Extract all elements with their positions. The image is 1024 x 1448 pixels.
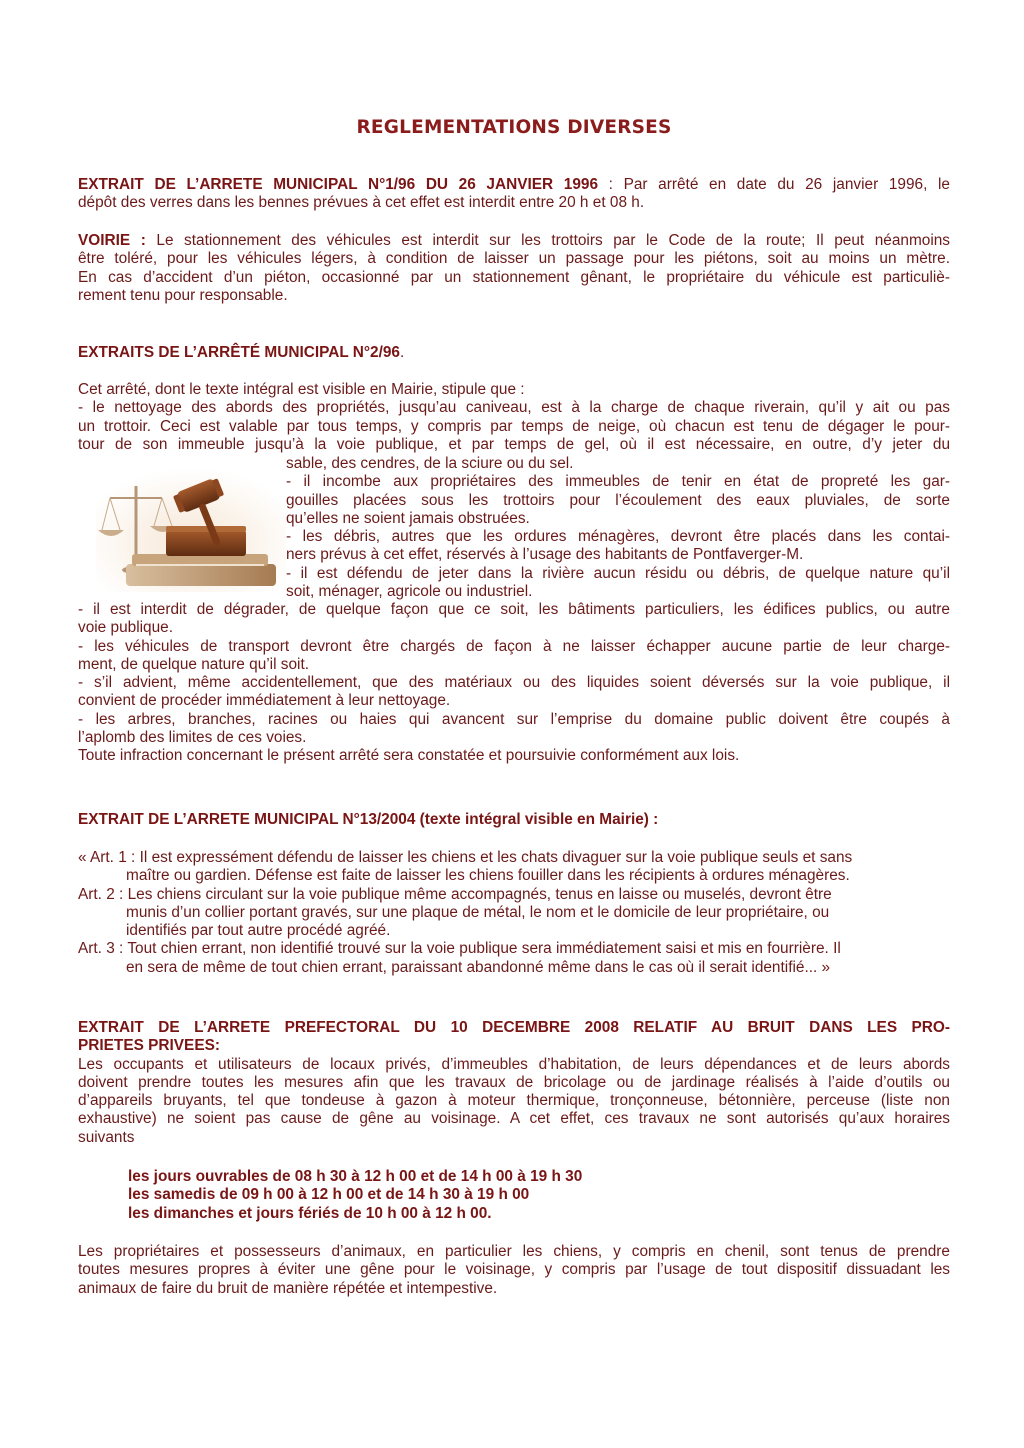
section-arrete-2-96: EXTRAITS DE L’ARRÊTÉ MUNICIPAL N°2/96.: [78, 344, 405, 361]
voirie-label: VOIRIE :: [78, 232, 146, 249]
section-arrete-prefectoral-2008: EXTRAIT DE L’ARRETE PREFECTORAL DU 10 DECEMBRE 2008 RELATIF AU BRUIT DANS LES PRO- PRIETES PRIVEES: Les occupants et utilisateurs de locaux privés, d’immeubles d’habitation, de leurs dépendances et de leurs abords doivent prendre toutes les mesures afin que les travaux de bricolage ou de jardinage réalisés à l’aide d’outils ou d’appareils bruyants, tel que tondeuse à gazon à moteur thermique, tronçonneuse, bétonnière, perceuse (liste non exhaustive) ne soient pas cause de gêne au voisinage. A cet effet, ces travaux ne sont autorisés qu’aux horaires suivants: [78, 1019, 950, 1146]
section-heading: EXTRAITS DE L’ARRÊTÉ MUNICIPAL N°2/96: [78, 344, 400, 361]
document-page: [78, 0, 950, 1448]
section-arrete-2-96-body: Cet arrêté, dont le texte intégral est visible en Mairie, stipule que : - le nettoyage des abords des propriétés, jusqu’au caniveau, est à la charge de chaque riverain, qu’il y ait ou pas un trottoir. Ceci est valable par tous temps, y compris par temps de neige, où chacun est tenu de dégager le pour- tour de son immeuble jusqu’à la voie publique, et par temps de gel, où il est nécessaire, en outre, d’y jeter du: [78, 381, 950, 453]
section-arrete-1-96: EXTRAIT DE L’ARRETE MUNICIPAL N°1/96 DU 26 JANVIER 1996 : Par arrêté en date du 26 janvier 1996, le dépôt des verres dans les bennes prévues à cet effet est interdit entre 20 h et 08 h.: [78, 176, 950, 212]
section-heading: EXTRAIT DE L’ARRETE MUNICIPAL N°1/96 DU 26 JANVIER 1996: [78, 176, 599, 193]
illustrated-paragraph: sable, des cendres, de la sciure ou du sel. - il incombe aux propriétaires des immeubles de tenir en état de propreté les gar- gouilles placées sous les trottoirs pour l’écoulement des eaux pluviales, de sorte qu’elles ne soient jamais obstruées. - les débris, autres que les ordures ménagères, devront être placés dans les contai- ners prévus à cet effet, réservés à l’usage des habitants de Pontfaverger-M. - il est défendu de jeter dans la rivière aucun résidu ou débris, de quelque nature qu’il soit, ménager, agricole ou industriel.: [286, 455, 950, 601]
section-voirie: VOIRIE : Le stationnement des véhicules est interdit sur les trottoirs par le Code de la route; Il peut néanmoins être toléré, pour les véhicules légers, à condition de laisser un passage pour les piétons, soit au moins un mètre. En cas d’accident d’un piéton, occasionné par un stationnement gênant, le propriétaire du véhicule est particuliè- rement tenu pour responsable.: [78, 232, 950, 304]
section-arrete-13-2004: [78, 811, 950, 829]
section-heading: EXTRAIT DE L’ARRETE PREFECTORAL DU 10 DECEMBRE 2008 RELATIF AU BRUIT DANS LES PRO-: [78, 1019, 950, 1036]
article-2: Art. 2 : Les chiens circulant sur la voie publique même accompagnés, tenus en laisse ou muselés, devront être: [78, 885, 832, 903]
hours-sundays: les dimanches et jours fériés de 10 h 00 à 12 h 00.: [128, 1204, 492, 1222]
section-arrete-2-96-rules: - il est interdit de dégrader, de quelque façon que ce soit, les bâtiments particuliers, les édifices publics, ou autre voie publique. - les véhicules de transport devront être chargés de façon à ne laisser échapper aucune partie de leur charge- ment, de quelque nature qu’il soit. - s’il advient, même accidentellement, que des matériaux ou des liquides soient déversés sur la voie publique, il convient de procéder immédiatement à leur nettoyage. - les arbres, branches, racines ou haies qui avancent sur l’emprise du domaine public doivent être coupés à l’aplomb des limites de ces voies. Toute infraction concernant le présent arrêté sera constatée et poursuivie conformément aux lois.: [78, 601, 950, 765]
article-1: « Art. 1 : Il est expressément défendu de laisser les chiens et les chats divaguer sur la voie publique seuls et sans: [78, 849, 853, 866]
gavel-scales-books-icon: [96, 468, 286, 592]
page-title: REGLEMENTATIONS DIVERSES: [356, 117, 672, 138]
hours-weekdays: les jours ouvrables de 08 h 30 à 12 h 00 et de 14 h 00 à 19 h 30: [128, 1168, 583, 1185]
article-list: « Art. 1 : Il est expressément défendu de laisser les chiens et les chats divaguer sur la voie publique seuls et sans maître ou gardien. Défense est faite de laisser les chiens fouiller dans les récipients à ordures ménagères. Art. 2 : Les chiens circulant sur la voie publique même accompagnés, tenus en laisse ou muselés, devront être munis d’un collier portant gravés, sur une plaque de métal, le nom et le domicile de leur propriétaire, ou identifiés par tout autre procédé agréé. Art. 3 : Tout chien errant, non identifié trouvé sur la voie publique sera immédiatement saisi et mis en fourrière. Il en sera de même de tout chien errant, paraissant abandonné même dans le cas où il serait identifié... »: [78, 849, 950, 977]
hours-saturdays: les samedis de 09 h 00 à 12 h 00 et de 14 h 30 à 19 h 00: [128, 1186, 530, 1204]
section-heading: EXTRAIT DE L’ARRETE MUNICIPAL N°13/2004 (texte intégral visible en Mairie) :: [78, 811, 659, 828]
animals-paragraph: Les propriétaires et possesseurs d’animaux, en particulier les chiens, y compris en chenil, sont tenus de prendre toutes mesures propres à éviter une gêne pour le voisinage, y compris par l’usage de tout dispositif dissuadant les animaux de faire du bruit de manière répétée et intempestive.: [78, 1243, 950, 1297]
allowed-hours-list: [128, 1168, 582, 1223]
article-3: Art. 3 : Tout chien errant, non identifié trouvé sur la voie publique sera immédiatement saisi et mis en fourrière. Il: [78, 940, 841, 958]
